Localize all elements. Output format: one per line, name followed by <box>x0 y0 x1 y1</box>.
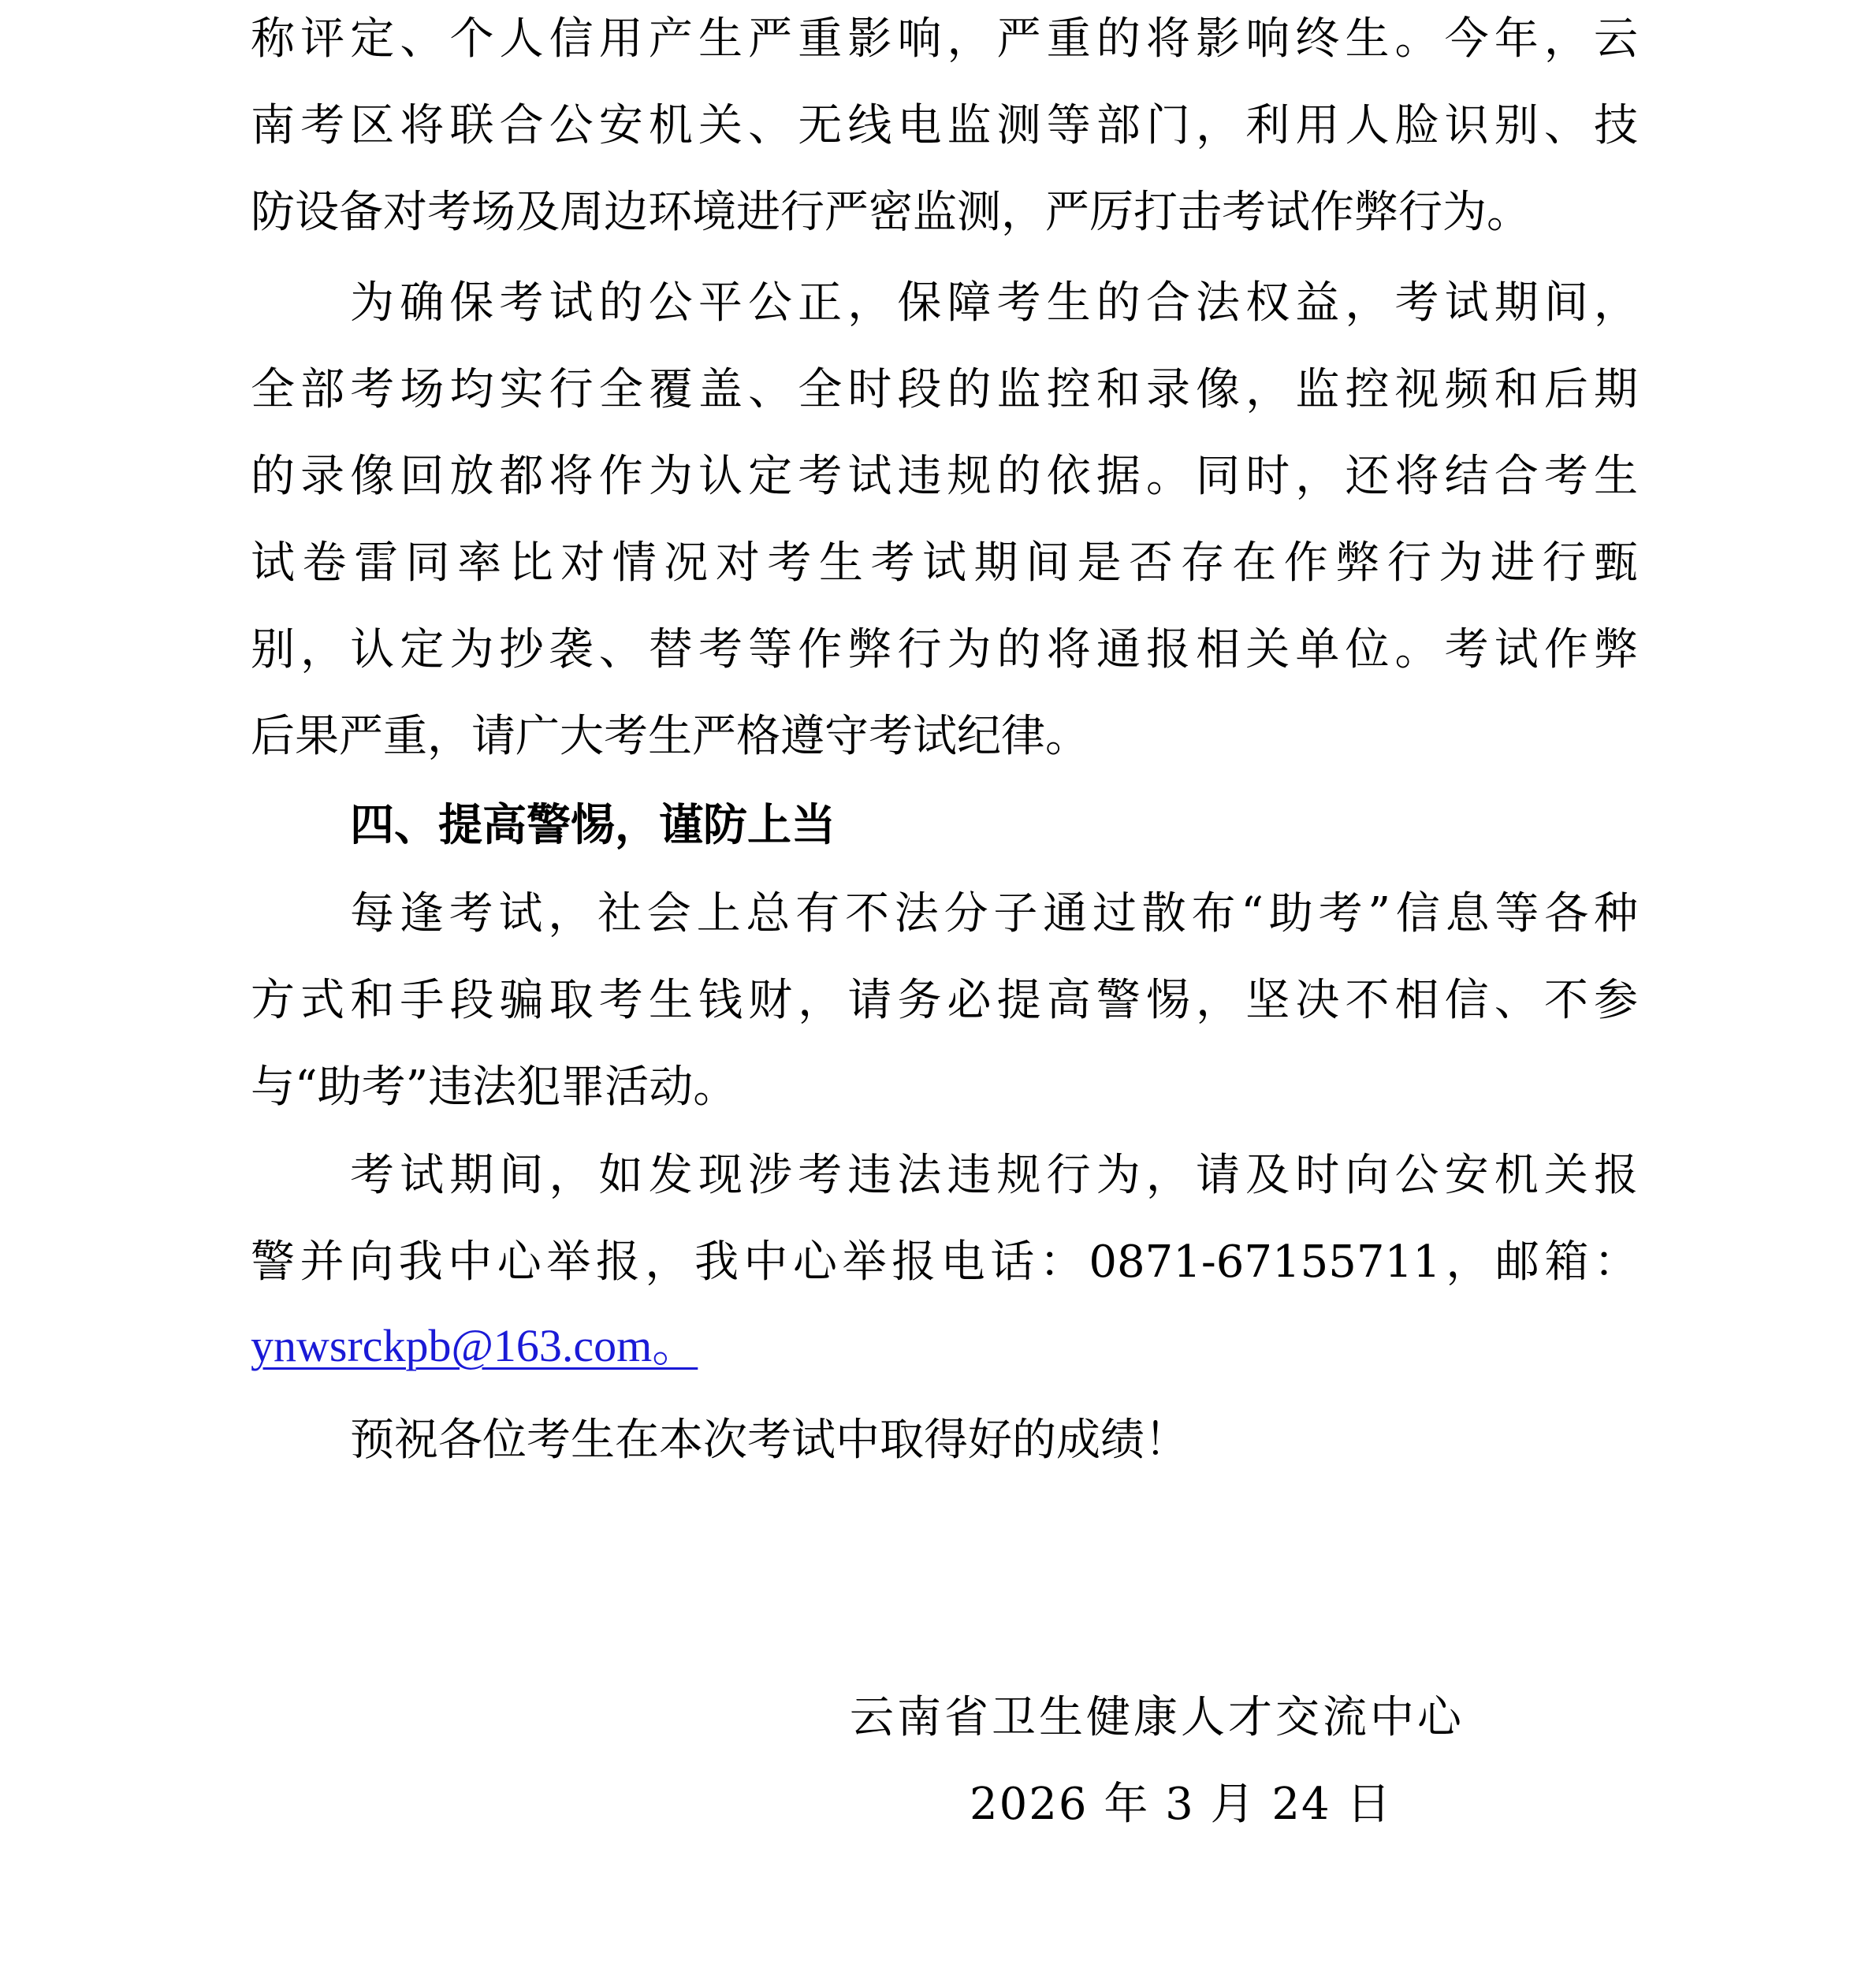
paragraph-line: 为确保考试的公平公正，保障考生的合法权益，考试期间， <box>350 277 1638 329</box>
paragraph-line: 警并向我中心举报，我中心举报电话：0871-67155711，邮箱： <box>251 1237 1638 1288</box>
paragraph-line: 方式和手段骗取考生钱财，请务必提高警惕，坚决不相信、不参 <box>251 975 1638 1026</box>
paragraph-line: 试卷雷同率比对情况对考生考试期间是否存在作弊行为进行甄 <box>251 537 1638 589</box>
paragraph-line: 的录像回放都将作为认定考试违规的依据。同时，还将结合考生 <box>251 451 1638 502</box>
section-heading: 四、提高警惕，谨防上当 <box>350 800 836 851</box>
paragraph-line: 后果严重，请广大考生严格遵守考试纪律。 <box>251 711 1089 762</box>
paragraph-line: 与“助考”违法犯罪活动。 <box>251 1062 738 1113</box>
signature-organization: 云南省卫生健康人才交流中心 <box>850 1692 1465 1743</box>
paragraph-line: 考试期间，如发现涉考违法违规行为，请及时向公安机关报 <box>350 1150 1638 1201</box>
paragraph-line: 称评定、个人信用产生严重影响，严重的将影响终生。今年，云 <box>251 13 1638 65</box>
signature-date: 2026 年 3 月 24 日 <box>970 1779 1393 1830</box>
paragraph-line: 别，认定为抄袭、替考等作弊行为的将通报相关单位。考试作弊 <box>251 624 1638 675</box>
paragraph-line: 全部考场均实行全覆盖、全时段的监控和录像，监控视频和后期 <box>251 364 1638 415</box>
paragraph-line: 南考区将联合公安机关、无线电监测等部门，利用人脸识别、技 <box>251 100 1638 151</box>
paragraph-line: 每逢考试，社会上总有不法分子通过散布“助考”信息等各种 <box>350 888 1638 939</box>
email-link[interactable]: ynwsrckpb@163.com。 <box>251 1320 698 1371</box>
closing-wish: 预祝各位考生在本次考试中取得好的成绩！ <box>350 1415 1189 1466</box>
paragraph-line: 防设备对考场及周边环境进行严密监测，严厉打击考试作弊行为。 <box>251 187 1531 238</box>
